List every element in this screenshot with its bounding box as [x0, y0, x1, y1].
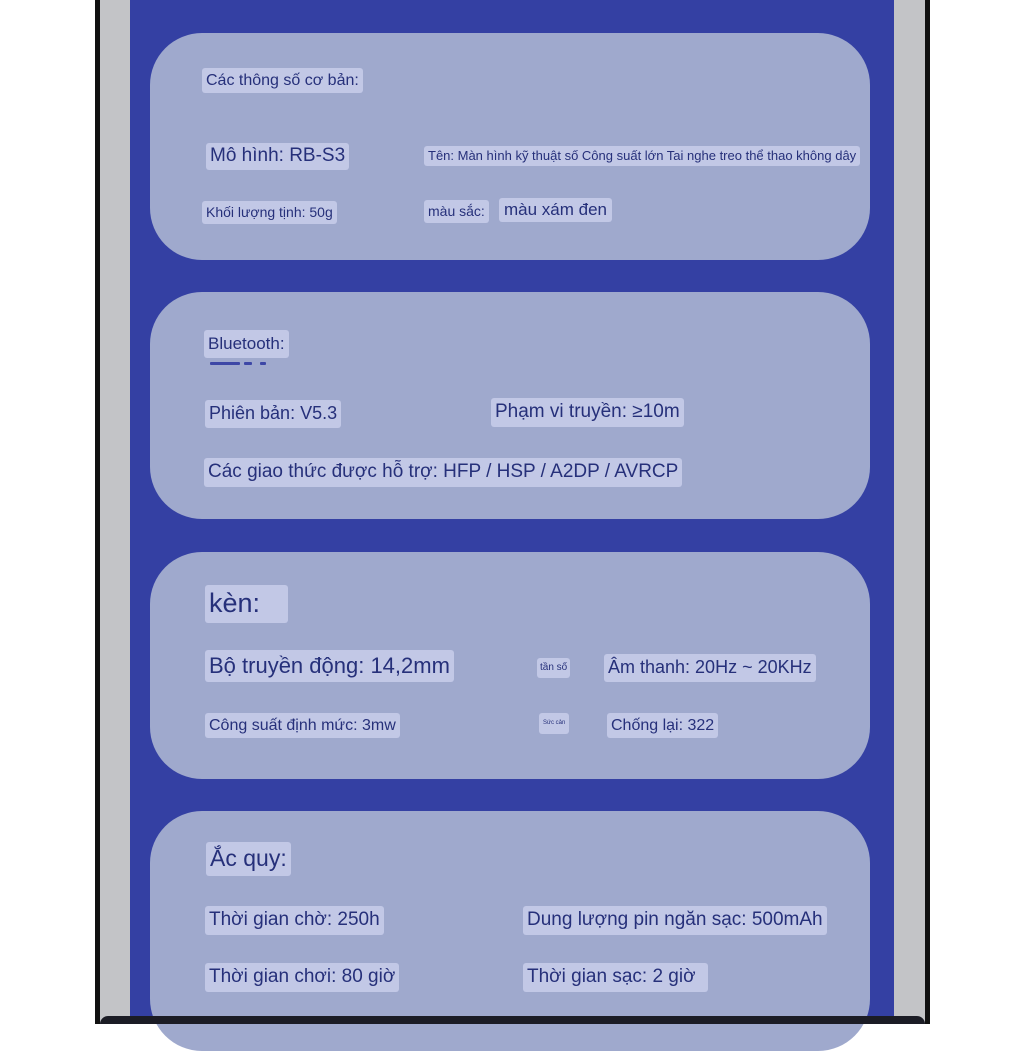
color-value: màu xám đen — [499, 198, 612, 222]
weight-spec: Khối lượng tịnh: 50g — [202, 201, 337, 224]
model-spec: Mô hình: RB-S3 — [206, 143, 349, 170]
heading-underline-fragment — [210, 362, 240, 365]
color-label: màu sắc: — [424, 200, 489, 223]
heading-underline-fragment — [260, 362, 266, 365]
speaker-heading: kèn: — [205, 585, 288, 623]
charge-time-spec: Thời gian sạc: 2 giờ — [523, 963, 708, 992]
frame-right-edge — [925, 0, 930, 1024]
bluetooth-heading: Bluetooth: — [204, 330, 289, 358]
speaker-card — [150, 552, 870, 779]
battery-heading: Ắc quy: — [206, 842, 291, 876]
case-capacity-spec: Dung lượng pin ngăn sạc: 500mAh — [523, 906, 827, 935]
frequency-label: tần số — [537, 658, 570, 678]
heading-underline-fragment — [244, 362, 252, 365]
bluetooth-range: Phạm vi truyền: ≥10m — [491, 398, 684, 427]
bluetooth-version: Phiên bản: V5.3 — [205, 400, 341, 428]
bluetooth-protocols: Các giao thức được hỗ trợ: HFP / HSP / A2DP / AVRCP — [204, 458, 682, 487]
rated-power-spec: Công suất định mức: 3mw — [205, 713, 400, 738]
frequency-spec: Âm thanh: 20Hz ~ 20KHz — [604, 654, 816, 682]
battery-card — [150, 811, 870, 1051]
product-name-spec: Tên: Màn hình kỹ thuật số Công suất lớn Tai nghe treo thể thao không dây — [424, 146, 860, 166]
impedance-label: Sức cản — [539, 713, 569, 734]
impedance-spec: Chống lại: 322 — [607, 713, 718, 738]
basic-specs-card — [150, 33, 870, 260]
bluetooth-card — [150, 292, 870, 519]
frame-left-border — [100, 0, 130, 1024]
device-bottom-edge — [100, 1016, 925, 1024]
basic-specs-heading: Các thông số cơ bản: — [202, 68, 363, 93]
driver-spec: Bộ truyền động: 14,2mm — [205, 650, 454, 682]
standby-time-spec: Thời gian chờ: 250h — [205, 906, 384, 935]
play-time-spec: Thời gian chơi: 80 giờ — [205, 963, 399, 992]
frame-right-border — [894, 0, 925, 1024]
